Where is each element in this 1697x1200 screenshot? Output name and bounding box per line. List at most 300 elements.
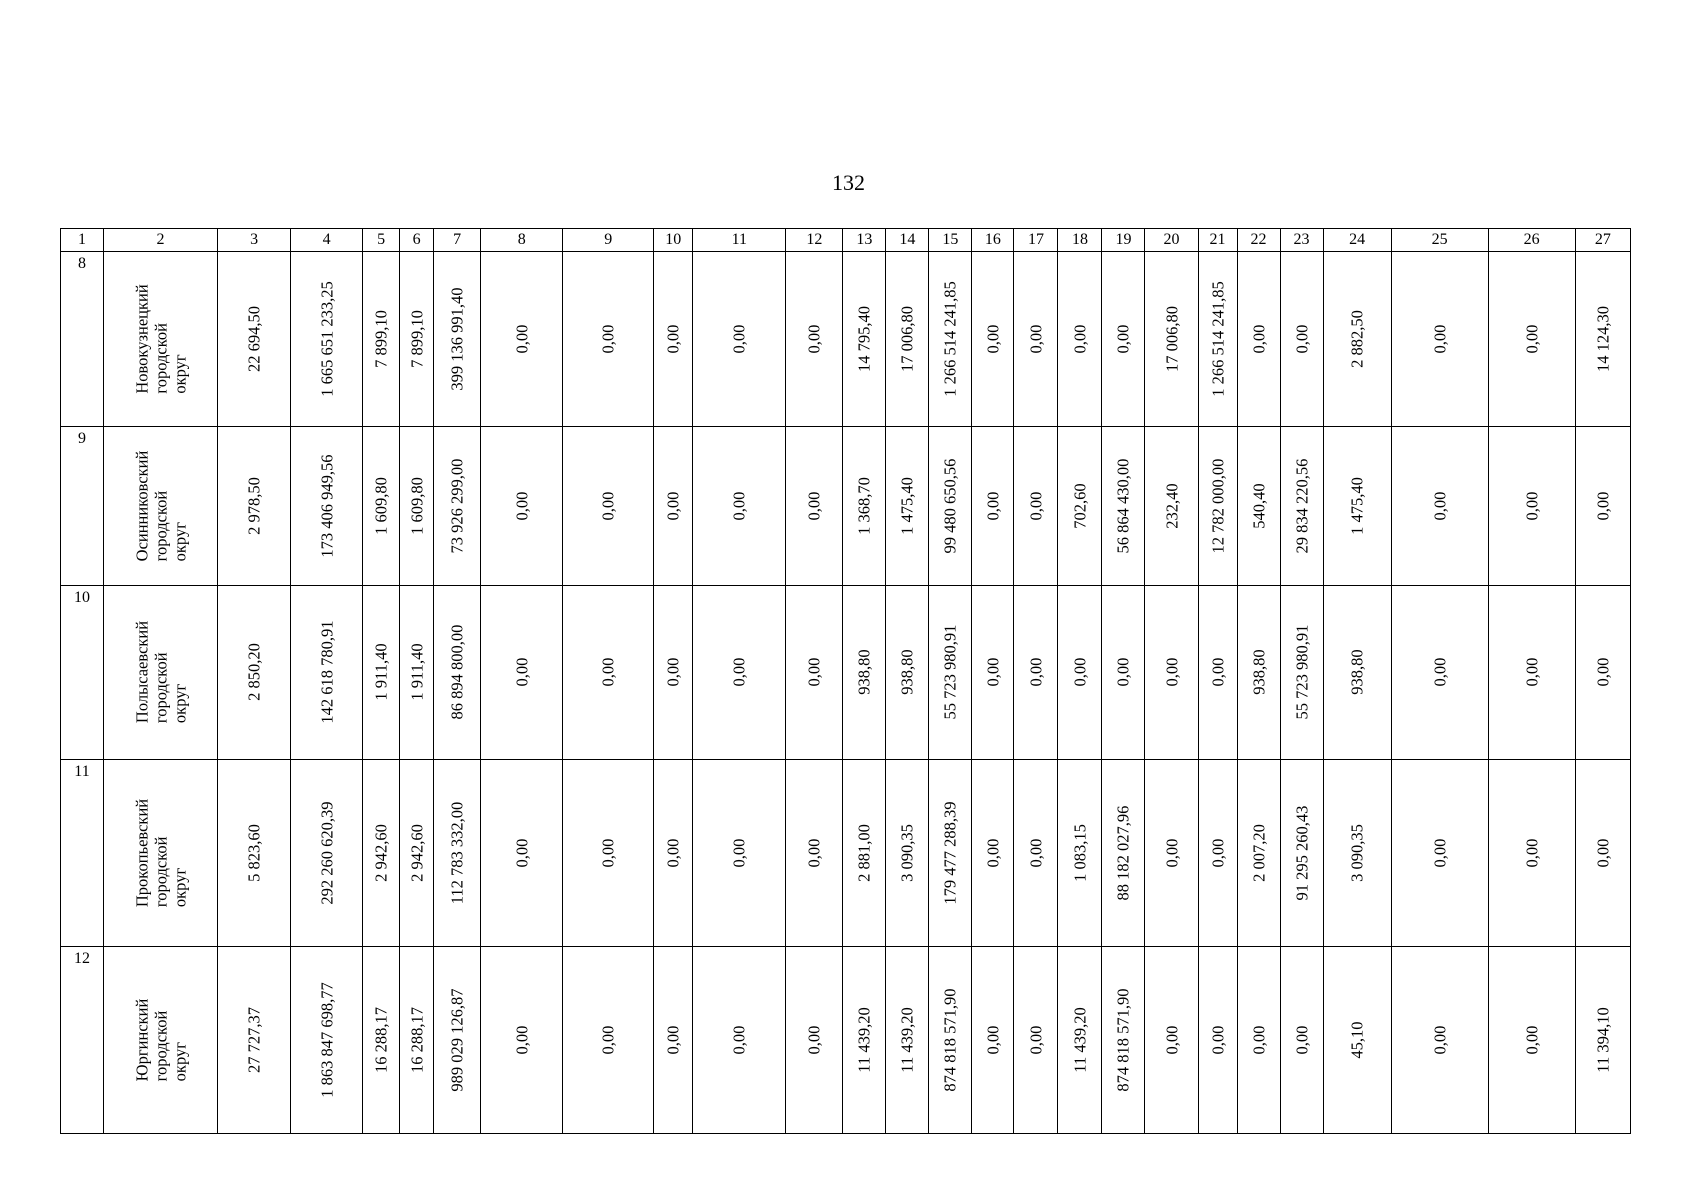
value-cell	[1323, 759, 1391, 946]
value-cell	[291, 586, 363, 759]
value-cell	[1280, 586, 1323, 759]
value-cell	[563, 586, 654, 759]
cell-value: 0,00	[1430, 491, 1450, 521]
value-cell	[786, 586, 843, 759]
cell-value: 0,00	[729, 324, 749, 354]
cell-value: 17 006,80	[897, 306, 917, 373]
value-cell	[434, 252, 481, 427]
value-cell	[1198, 946, 1237, 1133]
cell-value: 0,00	[1593, 838, 1613, 868]
value-cell	[1145, 946, 1198, 1133]
cell-value: 0,00	[729, 1025, 749, 1055]
cell-value: 0,00	[1430, 1025, 1450, 1055]
cell-value: 0,00	[1249, 1025, 1269, 1055]
cell-value: 0,00	[512, 658, 532, 687]
cell-value: 0,00	[598, 1025, 618, 1055]
value-cell	[1391, 252, 1488, 427]
value-cell	[481, 759, 563, 946]
value-cell	[929, 946, 972, 1133]
cell-value: 0,00	[1208, 838, 1228, 868]
cell-value: 73 926 299,00	[447, 458, 467, 554]
cell-value: 0,00	[512, 1025, 532, 1055]
cell-value: 0,00	[1522, 1025, 1542, 1055]
value-cell	[693, 586, 786, 759]
value-cell	[1145, 427, 1198, 586]
value-cell	[972, 427, 1014, 586]
value-cell	[843, 946, 886, 1133]
value-cell	[1323, 427, 1391, 586]
cell-value: 0,00	[1593, 658, 1613, 687]
cell-value: 11 439,20	[897, 1007, 917, 1073]
district-name: Юргинский городской округ	[132, 998, 190, 1082]
value-cell	[886, 427, 929, 586]
value-cell	[481, 946, 563, 1133]
value-cell	[1145, 252, 1198, 427]
column-header: 15	[929, 229, 972, 252]
value-cell	[693, 946, 786, 1133]
cell-value: 0,00	[1162, 658, 1181, 687]
cell-value: 292 260 620,39	[317, 801, 337, 905]
column-header: 20	[1145, 229, 1198, 252]
value-cell	[654, 946, 693, 1133]
cell-value: 0,00	[598, 491, 618, 521]
cell-value: 0,00	[983, 838, 1003, 868]
cell-value: 0,00	[1162, 1025, 1181, 1055]
value-cell	[481, 427, 563, 586]
cell-value: 0,00	[1208, 658, 1228, 687]
value-cell	[291, 252, 363, 427]
cell-value: 0,00	[1522, 838, 1542, 868]
value-cell	[1198, 427, 1237, 586]
cell-value: 0,00	[512, 324, 532, 354]
cell-value: 88 182 027,96	[1113, 805, 1133, 901]
cell-value: 173 406 949,56	[317, 454, 337, 558]
value-cell	[1323, 946, 1391, 1133]
cell-value: 0,00	[1070, 658, 1090, 687]
value-cell	[400, 427, 434, 586]
cell-value: 1 863 847 698,77	[317, 982, 337, 1098]
cell-value: 179 477 288,39	[940, 801, 960, 905]
column-header: 7	[434, 229, 481, 252]
cell-value: 1 911,40	[407, 643, 427, 702]
value-cell	[786, 252, 843, 427]
cell-value: 0,00	[663, 491, 683, 521]
column-header: 22	[1237, 229, 1280, 252]
cell-value: 22 694,50	[244, 306, 264, 373]
value-cell	[929, 427, 972, 586]
column-header: 11	[693, 229, 786, 252]
value-cell	[1102, 759, 1145, 946]
cell-value: 56 864 430,00	[1113, 458, 1133, 554]
value-cell	[1237, 427, 1280, 586]
value-cell	[1323, 586, 1391, 759]
column-header: 3	[218, 229, 291, 252]
cell-value: 2 942,60	[371, 823, 391, 882]
value-cell	[1575, 586, 1630, 759]
value-cell	[843, 427, 886, 586]
column-header: 2	[104, 229, 218, 252]
value-cell	[363, 427, 400, 586]
value-cell	[1391, 427, 1488, 586]
value-cell	[972, 946, 1014, 1133]
cell-value: 0,00	[598, 324, 618, 354]
column-header: 10	[654, 229, 693, 252]
cell-value: 1 475,40	[1347, 477, 1367, 536]
cell-value: 11 439,20	[1070, 1007, 1090, 1073]
cell-value: 1 911,40	[371, 643, 391, 702]
cell-value: 7 899,10	[371, 310, 391, 368]
value-cell	[1145, 586, 1198, 759]
value-cell	[1014, 427, 1058, 586]
value-cell	[1391, 946, 1488, 1133]
value-cell	[1198, 586, 1237, 759]
value-cell	[1014, 252, 1058, 427]
cell-value: 0,00	[983, 658, 1003, 687]
value-cell	[1280, 759, 1323, 946]
cell-value: 7 899,10	[407, 310, 427, 368]
cell-value: 86 894 800,00	[447, 625, 467, 720]
cell-value: 3 090,35	[897, 823, 917, 882]
value-cell	[434, 946, 481, 1133]
value-cell	[843, 759, 886, 946]
page-number: 132	[832, 170, 865, 195]
column-header: 24	[1323, 229, 1391, 252]
value-cell	[1323, 252, 1391, 427]
cell-value: 91 295 260,43	[1292, 805, 1312, 901]
district-name: Осинниковский городской округ	[132, 450, 190, 562]
value-cell	[843, 252, 886, 427]
value-cell	[434, 427, 481, 586]
district-name-cell	[104, 252, 218, 427]
column-header: 19	[1102, 229, 1145, 252]
value-cell	[1102, 427, 1145, 586]
value-cell	[1237, 252, 1280, 427]
cell-value: 1 609,80	[371, 477, 391, 536]
value-cell	[363, 759, 400, 946]
cell-value: 1 083,15	[1070, 823, 1090, 882]
value-cell	[218, 427, 291, 586]
district-name: Новокузнецкий городской округ	[132, 284, 190, 394]
cell-value: 17 006,80	[1162, 306, 1181, 373]
cell-value: 55 723 980,91	[1292, 625, 1312, 720]
cell-value: 27 727,37	[244, 1006, 264, 1073]
cell-value: 540,40	[1249, 483, 1269, 529]
column-header: 8	[481, 229, 563, 252]
value-cell	[972, 586, 1014, 759]
table-row	[61, 759, 1631, 946]
value-cell	[218, 946, 291, 1133]
value-cell	[972, 759, 1014, 946]
cell-value: 11 394,10	[1593, 1007, 1613, 1073]
value-cell	[434, 759, 481, 946]
value-cell	[563, 946, 654, 1133]
value-cell	[563, 759, 654, 946]
cell-value: 938,80	[1347, 649, 1367, 696]
value-cell	[1102, 586, 1145, 759]
value-cell	[1145, 759, 1198, 946]
cell-value: 0,00	[1070, 324, 1090, 354]
cell-value: 989 029 126,87	[447, 988, 467, 1092]
row-number: 8	[61, 252, 104, 427]
cell-value: 0,00	[1113, 658, 1133, 687]
column-header: 25	[1391, 229, 1488, 252]
row-number: 9	[61, 427, 104, 586]
cell-value: 0,00	[804, 1025, 824, 1055]
value-cell	[693, 427, 786, 586]
cell-value: 0,00	[1026, 658, 1046, 687]
cell-value: 14 124,30	[1593, 306, 1613, 373]
row-number: 10	[61, 586, 104, 759]
value-cell	[1102, 252, 1145, 427]
district-name-cell	[104, 946, 218, 1133]
value-cell	[1237, 759, 1280, 946]
value-cell	[929, 586, 972, 759]
cell-value: 0,00	[729, 658, 749, 687]
cell-value: 16 288,17	[371, 1006, 391, 1073]
cell-value: 0,00	[1026, 491, 1046, 521]
value-cell	[563, 427, 654, 586]
value-cell	[218, 759, 291, 946]
value-cell	[886, 252, 929, 427]
cell-value: 0,00	[663, 1025, 683, 1055]
value-cell	[1014, 586, 1058, 759]
cell-value: 0,00	[1249, 324, 1269, 354]
value-cell	[218, 586, 291, 759]
value-cell	[1237, 946, 1280, 1133]
cell-value: 0,00	[729, 838, 749, 868]
value-cell	[363, 586, 400, 759]
value-cell	[400, 586, 434, 759]
value-cell	[1102, 946, 1145, 1133]
district-name-cell	[104, 586, 218, 759]
cell-value: 874 818 571,90	[940, 988, 960, 1092]
table-row	[61, 586, 1631, 759]
cell-value: 0,00	[1292, 324, 1312, 354]
cell-value: 5 823,60	[244, 823, 264, 882]
cell-value: 1 475,40	[897, 477, 917, 536]
cell-value: 0,00	[983, 1025, 1003, 1055]
cell-value: 232,40	[1162, 483, 1181, 529]
cell-value: 874 818 571,90	[1113, 988, 1133, 1092]
row-number: 11	[61, 759, 104, 946]
value-cell	[400, 946, 434, 1133]
value-cell	[291, 427, 363, 586]
value-cell	[1488, 586, 1575, 759]
cell-value: 0,00	[1208, 1025, 1228, 1055]
cell-value: 938,80	[854, 649, 874, 696]
value-cell	[563, 252, 654, 427]
cell-value: 14 795,40	[854, 306, 874, 373]
cell-value: 0,00	[804, 838, 824, 868]
column-header: 23	[1280, 229, 1323, 252]
value-cell	[1014, 946, 1058, 1133]
column-header: 21	[1198, 229, 1237, 252]
value-cell	[1488, 427, 1575, 586]
value-cell	[886, 759, 929, 946]
cell-value: 142 618 780,91	[317, 620, 337, 725]
value-cell	[1575, 946, 1630, 1133]
data-table	[60, 228, 1631, 1134]
cell-value: 1 266 514 241,85	[940, 281, 960, 397]
column-header: 17	[1014, 229, 1058, 252]
cell-value: 702,60	[1070, 483, 1090, 529]
cell-value: 55 723 980,91	[940, 625, 960, 720]
cell-value: 0,00	[663, 838, 683, 868]
value-cell	[693, 252, 786, 427]
value-cell	[481, 252, 563, 427]
cell-value: 12 782 000,00	[1208, 458, 1228, 554]
value-cell	[1391, 586, 1488, 759]
cell-value: 0,00	[598, 838, 618, 868]
cell-value: 0,00	[1522, 658, 1542, 687]
column-header: 9	[563, 229, 654, 252]
cell-value: 1 266 514 241,85	[1208, 281, 1228, 397]
value-cell	[1058, 427, 1102, 586]
cell-value: 11 439,20	[854, 1007, 874, 1073]
cell-value: 2 007,20	[1249, 823, 1269, 882]
cell-value: 0,00	[598, 658, 618, 687]
value-cell	[1575, 252, 1630, 427]
value-cell	[929, 759, 972, 946]
value-cell	[693, 759, 786, 946]
value-cell	[1237, 586, 1280, 759]
value-cell	[1488, 759, 1575, 946]
cell-value: 0,00	[1522, 324, 1542, 354]
cell-value: 0,00	[1593, 491, 1613, 521]
district-name: Полысаевский городской округ	[132, 621, 190, 724]
value-cell	[481, 586, 563, 759]
cell-value: 399 136 991,40	[447, 287, 467, 391]
column-header: 13	[843, 229, 886, 252]
value-cell	[363, 946, 400, 1133]
cell-value: 3 090,35	[1347, 823, 1367, 882]
cell-value: 0,00	[663, 324, 683, 354]
value-cell	[654, 759, 693, 946]
value-cell	[929, 252, 972, 427]
column-header: 5	[363, 229, 400, 252]
value-cell	[1575, 427, 1630, 586]
cell-value: 0,00	[983, 324, 1003, 354]
value-cell	[654, 586, 693, 759]
table-body	[61, 229, 1631, 1134]
district-name: Прокопьевский городской округ	[132, 798, 190, 907]
cell-value: 0,00	[1026, 1025, 1046, 1055]
value-cell	[434, 586, 481, 759]
cell-value: 16 288,17	[407, 1006, 427, 1073]
column-header: 12	[786, 229, 843, 252]
value-cell	[1280, 946, 1323, 1133]
district-name-cell	[104, 759, 218, 946]
value-cell	[1280, 427, 1323, 586]
value-cell	[1058, 586, 1102, 759]
cell-value: 0,00	[1292, 1025, 1312, 1055]
cell-value: 0,00	[663, 658, 683, 687]
column-header: 4	[291, 229, 363, 252]
cell-value: 0,00	[804, 491, 824, 521]
value-cell	[363, 252, 400, 427]
table-row	[61, 427, 1631, 586]
column-header: 1	[61, 229, 104, 252]
cell-value: 0,00	[1430, 324, 1450, 354]
value-cell	[654, 427, 693, 586]
value-cell	[291, 946, 363, 1133]
header-row	[61, 229, 1631, 252]
value-cell	[786, 946, 843, 1133]
cell-value: 0,00	[1026, 838, 1046, 868]
cell-value: 0,00	[804, 658, 824, 687]
value-cell	[1280, 252, 1323, 427]
value-cell	[400, 759, 434, 946]
cell-value: 0,00	[1113, 324, 1133, 354]
value-cell	[886, 586, 929, 759]
cell-value: 29 834 220,56	[1292, 458, 1312, 554]
cell-value: 2 978,50	[244, 477, 264, 536]
cell-value: 0,00	[729, 491, 749, 521]
value-cell	[1488, 946, 1575, 1133]
cell-value: 2 942,60	[407, 823, 427, 882]
value-cell	[1058, 759, 1102, 946]
district-name-cell	[104, 427, 218, 586]
value-cell	[1198, 759, 1237, 946]
cell-value: 938,80	[1249, 649, 1269, 696]
column-header: 16	[972, 229, 1014, 252]
value-cell	[1575, 759, 1630, 946]
cell-value: 2 881,00	[854, 823, 874, 882]
table-row	[61, 252, 1631, 427]
column-header: 26	[1488, 229, 1575, 252]
cell-value: 938,80	[897, 649, 917, 696]
row-number: 12	[61, 946, 104, 1133]
cell-value: 0,00	[1026, 324, 1046, 354]
value-cell	[1058, 252, 1102, 427]
cell-value: 0,00	[1522, 491, 1542, 521]
column-header: 27	[1575, 229, 1630, 252]
cell-value: 1 609,80	[407, 477, 427, 536]
value-cell	[972, 252, 1014, 427]
value-cell	[1198, 252, 1237, 427]
cell-value: 0,00	[804, 324, 824, 354]
value-cell	[400, 252, 434, 427]
cell-value: 0,00	[1430, 838, 1450, 868]
cell-value: 0,00	[1162, 838, 1181, 868]
value-cell	[786, 427, 843, 586]
column-header: 6	[400, 229, 434, 252]
cell-value: 99 480 650,56	[940, 458, 960, 554]
value-cell	[218, 252, 291, 427]
value-cell	[843, 586, 886, 759]
cell-value: 2 850,20	[244, 643, 264, 702]
column-header: 18	[1058, 229, 1102, 252]
table-row	[61, 946, 1631, 1133]
value-cell	[1488, 252, 1575, 427]
value-cell	[886, 946, 929, 1133]
value-cell	[786, 759, 843, 946]
cell-value: 0,00	[1430, 658, 1450, 687]
cell-value: 112 783 332,00	[447, 801, 467, 904]
value-cell	[291, 759, 363, 946]
value-cell	[1058, 946, 1102, 1133]
value-cell	[654, 252, 693, 427]
cell-value: 1 665 651 233,25	[317, 281, 337, 397]
cell-value: 0,00	[512, 838, 532, 868]
column-header: 14	[886, 229, 929, 252]
cell-value: 2 882,50	[1347, 310, 1367, 368]
value-cell	[1014, 759, 1058, 946]
cell-value: 1 368,70	[854, 477, 874, 536]
value-cell	[1391, 759, 1488, 946]
cell-value: 0,00	[512, 491, 532, 521]
cell-value: 45,10	[1347, 1021, 1367, 1059]
